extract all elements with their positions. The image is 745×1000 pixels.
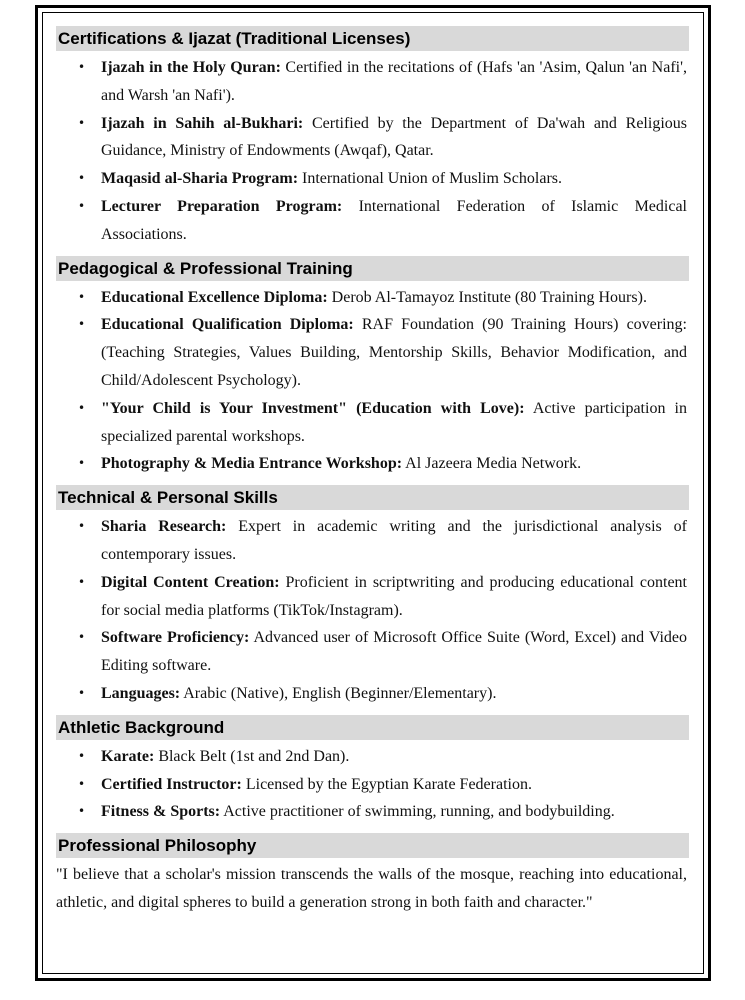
bullet-icon: • (78, 198, 86, 213)
item-label: Languages: (101, 684, 181, 702)
philosophy-statement: "I believe that a scholar's mission transcends the walls of the mosque, reaching into educational, athletic, and digital spheres to build a generation strong in both faith and character." (56, 866, 687, 911)
bullet-icon: • (78, 685, 86, 700)
bullet-icon: • (78, 776, 86, 791)
bullet-icon: • (78, 456, 86, 471)
item-text: Proficient in scriptwriting and producing educational content for social media platforms (TikTok/Instagram). (101, 573, 687, 619)
item-label: Fitness & Sports: (101, 803, 221, 821)
list-item (56, 624, 689, 680)
item-text: Active practitioner of swimming, running, and bodybuilding. (220, 803, 615, 821)
athletic-list (56, 743, 689, 826)
item-text: Arabic (Native), English (Beginner/Elementary). (180, 684, 497, 702)
item-label: Karate: (101, 747, 155, 765)
resume-content (56, 26, 689, 917)
certifications-list (56, 54, 689, 249)
list-item (56, 771, 689, 799)
bullet-icon: • (78, 289, 86, 304)
list-item (56, 110, 689, 166)
item-label: Educational Excellence Diploma: (101, 288, 328, 306)
list-item (56, 798, 689, 826)
list-item (56, 743, 689, 771)
item-text: Certified by the Department of Da'wah and Religious Guidance, Ministry of Endowments (Awqaf), Qatar. (101, 114, 687, 160)
item-text: Active participation in specialized parental workshops. (101, 399, 688, 445)
skills-list (56, 513, 689, 708)
section-header-pedagogical-training: Pedagogical & Professional Training (56, 256, 689, 281)
list-item (56, 569, 689, 625)
list-item (56, 513, 689, 569)
item-label: Lecturer Preparation Program: (101, 197, 343, 215)
item-text: Licensed by the Egyptian Karate Federation. (241, 775, 532, 793)
bullet-icon: • (78, 804, 86, 819)
item-text: Certified in the recitations of (Hafs 'an 'Asim, Qalun 'an Nafi', and Warsh 'an Nafi'). (101, 59, 687, 104)
list-item (56, 450, 689, 478)
bullet-icon: • (78, 115, 86, 130)
list-item (56, 395, 689, 451)
bullet-icon: • (78, 171, 86, 186)
item-text: Black Belt (1st and 2nd Dan). (154, 747, 350, 765)
item-text: RAF Foundation (90 Training Hours) covering: (Teaching Strategies, Values Building, Mentorship Skills, Behavior Modification, and Child/Adolescent Psychology). (101, 316, 688, 389)
item-label: Ijazah in the Holy Quran: (101, 59, 281, 76)
item-label: Ijazah in Sahih al-Bukhari: (101, 114, 304, 132)
item-label: Certified Instructor: (101, 775, 242, 793)
item-label: Maqasid al-Sharia Program: (101, 170, 299, 188)
section-header-athletic-background: Athletic Background (56, 715, 689, 740)
item-text: Al Jazeera Media Network. (402, 455, 582, 473)
item-text: International Federation of Islamic Medical Associations. (101, 197, 687, 243)
bullet-icon: • (78, 317, 86, 332)
item-label: Educational Qualification Diploma: (101, 316, 354, 334)
item-label: "Your Child is Your Investment" (Education with Love): (101, 399, 525, 417)
list-item (56, 311, 689, 394)
list-item (56, 193, 689, 249)
item-label: Digital Content Creation: (101, 573, 280, 591)
item-label: Software Proficiency: (101, 629, 250, 647)
list-item (56, 54, 689, 110)
section-header-technical-skills: Technical & Personal Skills (56, 485, 689, 510)
item-text: Advanced user of Microsoft Office Suite (Word, Excel) and Video Editing software. (101, 629, 688, 675)
list-item (56, 165, 689, 193)
bullet-icon: • (78, 60, 86, 74)
section-header-professional-philosophy: Professional Philosophy (56, 833, 689, 858)
item-label: Sharia Research: (101, 518, 227, 536)
bullet-icon: • (78, 400, 86, 415)
list-item (56, 284, 689, 312)
list-item (56, 680, 689, 708)
bullet-icon: • (78, 519, 86, 534)
item-text: Expert in academic writing and the jurisdictional analysis of contemporary issues. (101, 518, 687, 563)
training-list (56, 284, 689, 479)
item-text: International Union of Muslim Scholars. (298, 170, 562, 188)
bullet-icon: • (78, 574, 86, 589)
bullet-icon: • (78, 630, 86, 645)
item-label: Photography & Media Entrance Workshop: (101, 455, 403, 473)
bullet-icon: • (78, 748, 86, 763)
item-text: Derob Al-Tamayoz Institute (80 Training Hours). (327, 288, 647, 306)
section-header-certifications: Certifications & Ijazat (Traditional Licenses) (56, 26, 689, 51)
